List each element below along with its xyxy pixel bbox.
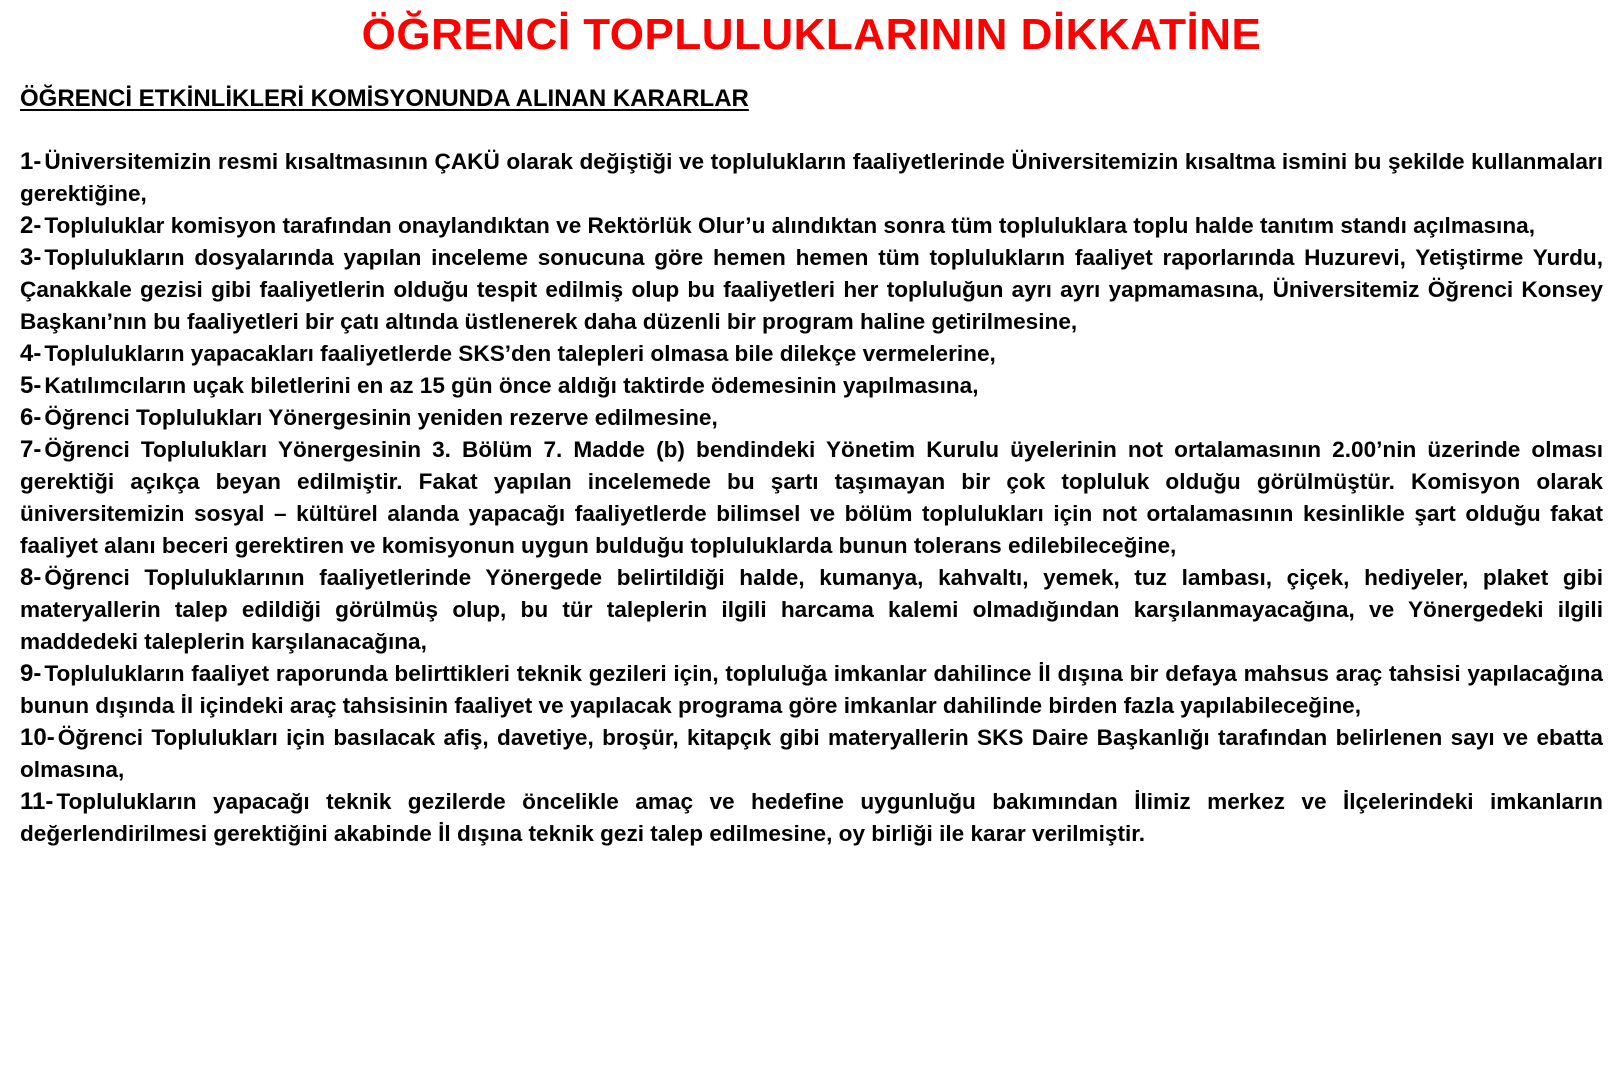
- decision-text: Öğrenci Toplulukları için basılacak afiş, davetiye, broşür, kitapçık gibi materyallerin SKS Daire Başkanlığı tarafından belirlenen sayı ve ebatta olmasına,: [20, 725, 1603, 782]
- decision-item-6: [20, 402, 1603, 434]
- decision-item-2: [20, 210, 1603, 242]
- decision-text: Toplulukların yapacakları faaliyetlerde SKS’den talepleri olmasa bile dilekçe vermelerine,: [44, 341, 996, 366]
- decision-text: Topluluklar komisyon tarafından onaylandıktan ve Rektörlük Olur’u alındıktan sonra tüm topluluklara toplu halde tanıtım standı açılmasına,: [44, 213, 1535, 238]
- decision-text: Öğrenci Topluluklarının faaliyetlerinde Yönergede belirtildiği halde, kumanya, kahvaltı, yemek, tuz lambası, çiçek, hediyeler, plaket gibi materyallerin talep edildiği görülmüş olup, bu tür taleplerin ilgili harcama kalemi olmadığından karşılanmayacağına, ve Yönergedeki ilgili maddedeki taleplerin karşılanacağına,: [20, 565, 1603, 654]
- decision-number: 4-: [20, 340, 42, 367]
- decision-number: 5-: [20, 372, 42, 399]
- decision-number: 11-: [20, 788, 54, 815]
- decision-number: 7-: [20, 436, 42, 463]
- decision-item-1: [20, 146, 1603, 210]
- decision-number: 3-: [20, 244, 42, 271]
- decision-number: 1-: [20, 148, 42, 175]
- decision-text: Öğrenci Toplulukları Yönergesinin 3. Bölüm 7. Madde (b) bendindeki Yönetim Kurulu üyelerinin not ortalamasının 2.00’nin üzerinde olması gerektiği açıkça beyan edilmiştir. Fakat yapılan incelemede bu şartı taşımayan bir çok topluluk olduğu görülmüştür. Komisyon olarak üniversitemizin sosyal – kültürel alanda yapacağı faaliyetlerde bilimsel ve bölüm toplulukları için not ortalamasının kesinlikle şart olduğu fakat faaliyet alanı beceri gerektiren ve komisyonun uygun bulduğu topluluklarda bunun tolerans edilebileceğine,: [20, 437, 1603, 558]
- decision-number: 2-: [20, 212, 42, 239]
- decision-text: Üniversitemizin resmi kısaltmasının ÇAKÜ olarak değiştiği ve toplulukların faaliyetlerinde Üniversitemizin kısaltma ismini bu şekilde kullanmaları gerektiğine,: [20, 149, 1603, 206]
- section-subtitle: ÖĞRENCİ ETKİNLİKLERİ KOMİSYONUNDA ALINAN KARARLAR: [20, 85, 749, 112]
- decision-item-11: [20, 786, 1603, 850]
- decision-item-8: [20, 562, 1603, 658]
- document-page: [20, 0, 1603, 1080]
- decision-text: Toplulukların yapacağı teknik gezilerde öncelikle amaç ve hedefine uygunluğu bakımından İlimiz merkez ve İlçelerindeki imkanların değerlendirilmesi gerektiğini akabinde İl dışına teknik gezi talep edilmesine, oy birliği ile karar verilmiştir.: [20, 789, 1603, 846]
- decision-item-9: [20, 658, 1603, 722]
- decision-number: 6-: [20, 404, 42, 431]
- decision-text: Katılımcıların uçak biletlerini en az 15 gün önce aldığı taktirde ödemesinin yapılmasına,: [44, 373, 979, 398]
- decision-text: Öğrenci Toplulukları Yönergesinin yeniden rezerve edilmesine,: [44, 405, 718, 430]
- page-title: ÖĞRENCİ TOPLULUKLARININ DİKKATİNE: [361, 10, 1262, 59]
- decision-list: [20, 146, 1603, 850]
- decision-number: 10-: [20, 724, 55, 751]
- decision-item-7: [20, 434, 1603, 562]
- decision-item-3: [20, 242, 1603, 338]
- decision-item-4: [20, 338, 1603, 370]
- decision-text: Toplulukların dosyalarında yapılan inceleme sonucuna göre hemen hemen tüm toplulukların faaliyet raporlarında Huzurevi, Yetiştirme Yurdu, Çanakkale gezisi gibi faaliyetlerin olduğu tespit edilmiş olup bu faaliyetleri her topluluğun ayrı ayrı yapmamasına, Üniversitemiz Öğrenci Konsey Başkanı’nın bu faaliyetleri bir çatı altında üstlenerek daha düzenli bir program haline getirilmesine,: [20, 245, 1603, 334]
- decision-number: 9-: [20, 660, 42, 687]
- decision-text: Toplulukların faaliyet raporunda belirttikleri teknik gezileri için, topluluğa imkanlar dahilince İl dışına bir defaya mahsus araç tahsisi yapılacağına bunun dışında İl içindeki araç tahsisinin faaliyet ve yapılacak programa göre imkanlar dahilinde birden fazla yapılabileceğine,: [20, 661, 1603, 718]
- decision-item-10: [20, 722, 1603, 786]
- decision-item-5: [20, 370, 1603, 402]
- decision-number: 8-: [20, 564, 42, 591]
